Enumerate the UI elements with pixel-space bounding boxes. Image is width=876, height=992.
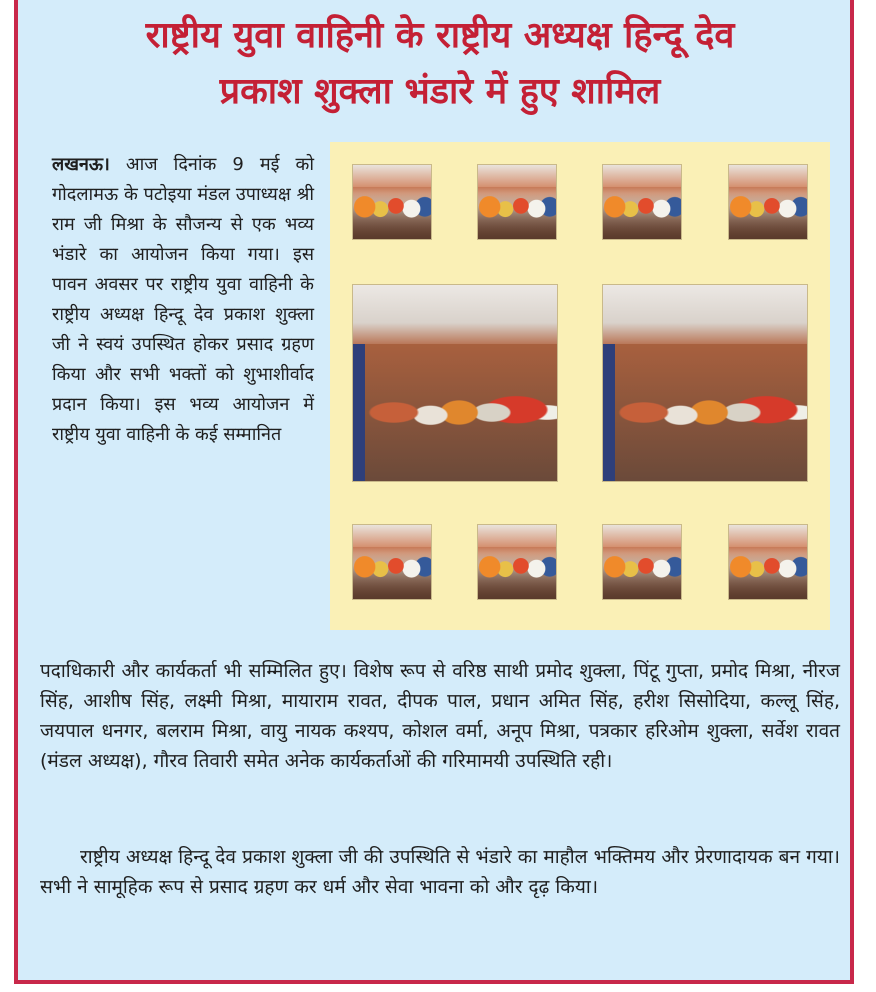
photo-large [352, 284, 558, 482]
photo-thumbnail [602, 524, 682, 600]
photo-thumbnail [352, 164, 432, 240]
photo-thumbnail [602, 164, 682, 240]
photo-thumbnail [352, 524, 432, 600]
photo-collage [330, 142, 830, 630]
paragraph-1-left-text: आज दिनांक 9 मई को गोदलामऊ के पटोइया मंडल उपाध्यक्ष श्री राम जी मिश्रा के सौजन्य से एक भव्य भंडारे का आयोजन किया गया। इस पावन अवसर पर राष्ट्रीय युवा वाहिनी के राष्ट्रीय अध्यक्ष हिन्दू देव प्रकाश शुक्ला जी ने स्वयं उपस्थित होकर प्रसाद ग्रहण किया और सभी भक्तों को शुभाशीर्वाद प्रदान किया। इस भव्य आयोजन में राष्ट्रीय युवा वाहिनी के कई सम्मानित [52, 154, 314, 445]
headline [40, 8, 840, 120]
article-paragraph-left [52, 150, 314, 450]
article-paragraph-2: राष्ट्रीय अध्यक्ष हिन्दू देव प्रकाश शुक्ला जी की उपस्थिति से भंडारे का माहौल भक्तिमय और प्रेरणादायक बन गया। सभी ने सामूहिक रूप से प्रसाद ग्रहण कर धर्म और सेवा भावना को और दृढ़ किया। [40, 846, 840, 898]
photo-thumbnail [477, 524, 557, 600]
photo-thumbnail [728, 524, 808, 600]
dateline: लखनऊ। [52, 154, 110, 175]
photo-large [602, 284, 808, 482]
headline-line-1: राष्ट्रीय युवा वाहिनी के राष्ट्रीय अध्यक्ष हिन्दू देव [145, 15, 735, 56]
article-paragraph-continued: पदाधिकारी और कार्यकर्ता भी सम्मिलित हुए। विशेष रूप से वरिष्ठ साथी प्रमोद शुक्ला, पिंटू गुप्ता, प्रमोद मिश्रा, नीरज सिंह, आशीष सिंह, लक्ष्मी मिश्रा, मायाराम रावत, दीपक पाल, प्रधान अमित सिंह, हरीश सिसोदिया, कल्लू सिंह, जयपाल धनगर, बलराम मिश्रा, वायु नायक कश्यप, कोशल वर्मा, अनूप मिश्रा, पत्रकार हरिओम शुक्ला, सर्वेश रावत (मंडल अध्यक्ष), गौरव तिवारी समेत अनेक कार्यकर्ताओं की गरिमामयी उपस्थिति रही। [40, 660, 840, 772]
headline-line-2: प्रकाश शुक्ला भंडारे में हुए शामिल [219, 71, 661, 112]
photo-thumbnail [728, 164, 808, 240]
photo-thumbnail [477, 164, 557, 240]
